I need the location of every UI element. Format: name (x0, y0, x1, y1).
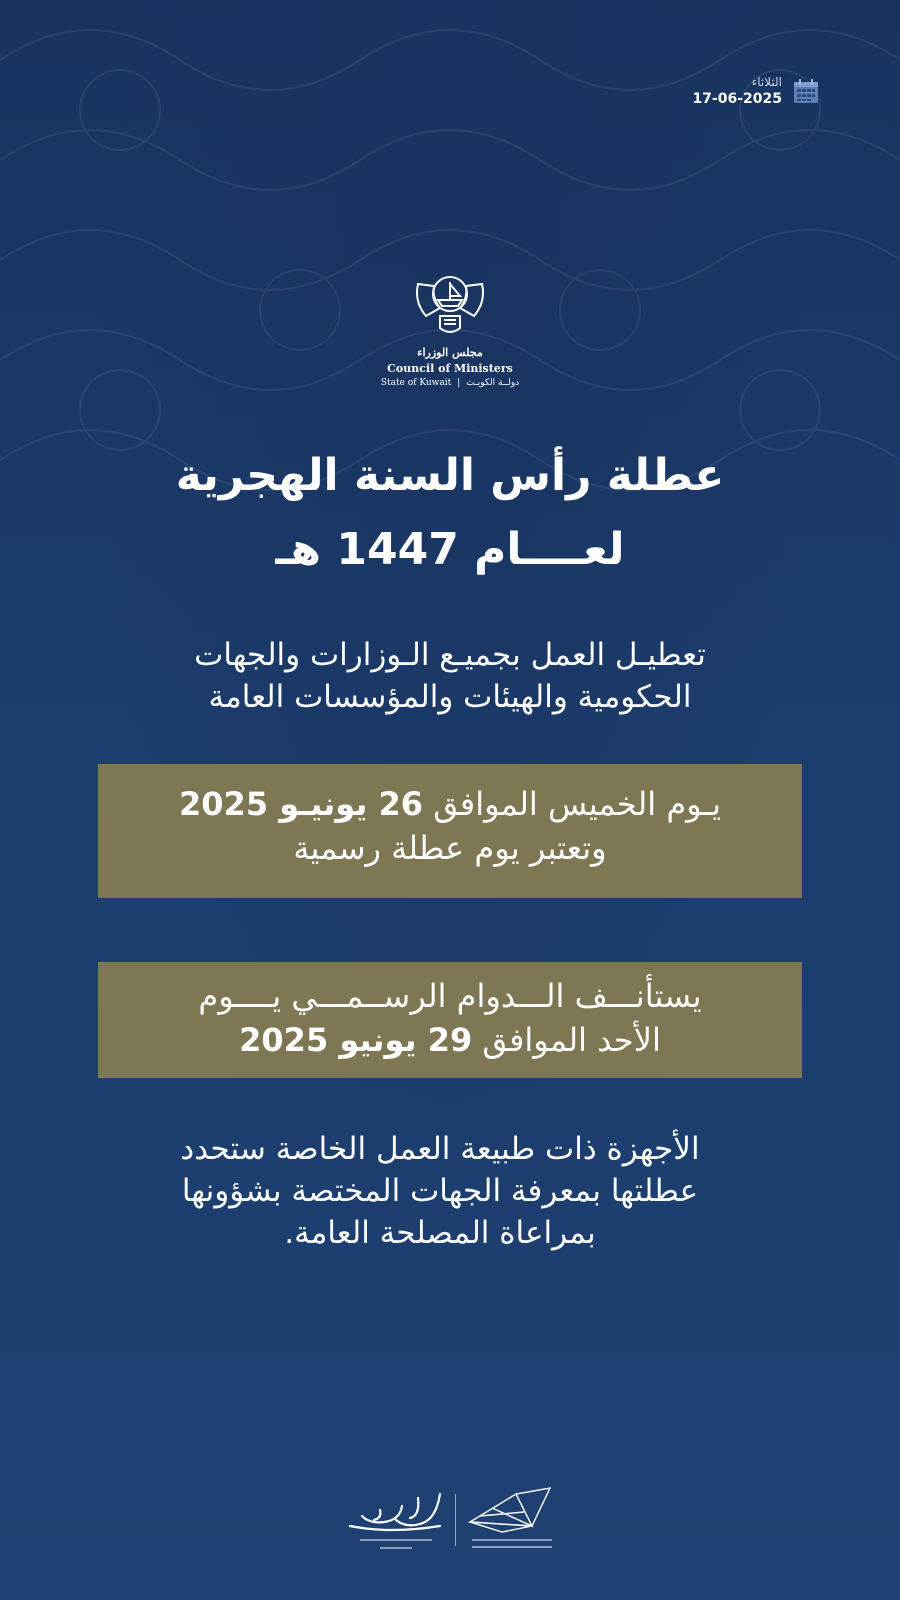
note-line-3: بمراعاة المصلحة العامة. (284, 1215, 596, 1251)
footer-divider (455, 1494, 456, 1546)
holiday-day-text: يـوم الخميس الموافق (423, 785, 721, 823)
resume-band-line-2 (98, 1018, 802, 1062)
resume-date: 29 يونيو 2025 (239, 1021, 473, 1059)
resume-day-text: الأحد الموافق (472, 1021, 661, 1059)
calendar-icon (792, 77, 820, 105)
footer-logos (0, 1486, 900, 1556)
state-name-ar: دولــة الكويـت (466, 378, 520, 388)
council-name-en: Council of Ministers (387, 362, 513, 375)
date-block (692, 74, 820, 108)
subline-line-1: تعطيـل العمل بجميـع الـوزارات والجهات (194, 637, 706, 673)
kuwait-emblem-icon (410, 262, 490, 342)
government-communication-centre-logo-icon (462, 1486, 562, 1556)
note-line-2: عطلتها بمعرفة الجهات المختصة بشؤونها (181, 1173, 699, 1209)
date-day: الثلاثاء (751, 75, 782, 89)
holiday-band-line-2: وتعتبر يوم عطلة رسمية (293, 829, 607, 867)
subline-line-2: الحكومية والهيئات والمؤسسات العامة (208, 679, 692, 715)
state-name-en: State of Kuwait (380, 378, 452, 388)
holiday-date: 26 يونيـو 2025 (179, 785, 424, 823)
holiday-band (98, 764, 802, 898)
council-state (0, 378, 900, 388)
council-name-ar: مجلس الوزراء (417, 346, 483, 359)
state-separator: | (457, 378, 461, 388)
holiday-band-line-1 (98, 782, 802, 826)
headline-line-2: لعــــام 1447 هـ (275, 524, 625, 575)
resume-band-line-1: يستأنـــف الـــدوام الرســمـــي يــــوم (198, 977, 702, 1015)
note-line-1: الأجهزة ذات طبيعة العمل الخاصة ستحدد (180, 1131, 700, 1167)
resume-band (98, 962, 802, 1078)
culture-capital-logo-icon (340, 1486, 450, 1556)
headline-line-1: عطلة رأس السنة الهجرية (175, 450, 725, 501)
date-value: 17-06-2025 (692, 91, 782, 107)
special-nature-note (110, 1128, 770, 1254)
